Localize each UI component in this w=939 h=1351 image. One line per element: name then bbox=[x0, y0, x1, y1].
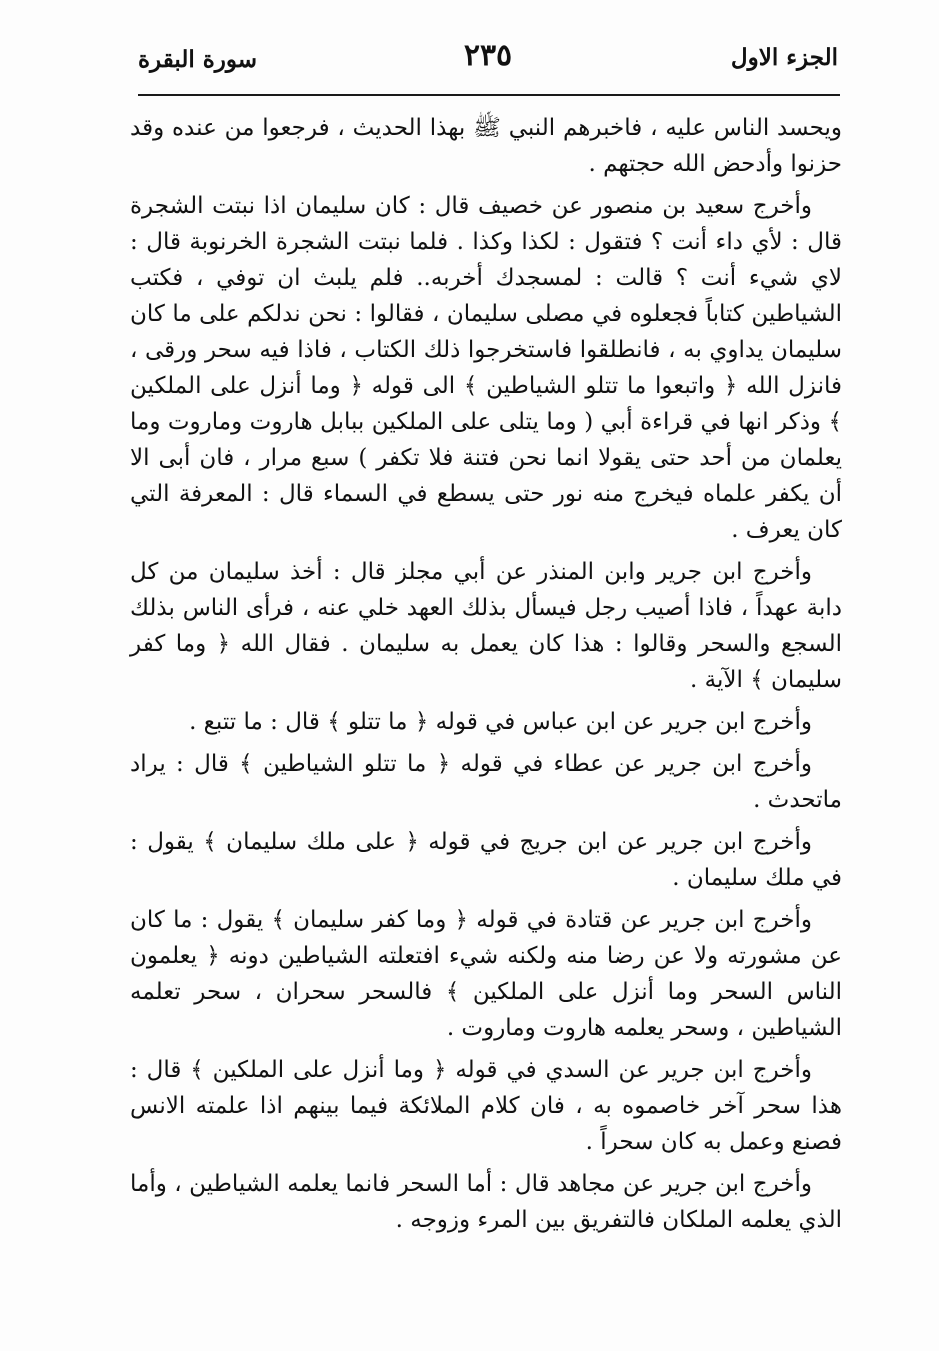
paragraph: وأخرج ابن جرير عن السدي في قوله ﴿ وما أنزل على الملكين ﴾ قال : هذا سحر آخر خاصموه به ، فان كلام الملائكة فيما بينهم اذا علمته الانس فصنع وعمل به كان سحراً . bbox=[130, 1057, 842, 1155]
running-title-volume: الجزء الاول bbox=[730, 44, 838, 71]
paragraph: وأخرج ابن جرير عن عطاء في قوله ﴿ ما تتلو الشياطين ﴾ قال : يراد ماتحدث . bbox=[130, 751, 842, 813]
paragraph: وأخرج ابن جرير عن مجاهد قال : أما السحر فانما يعلمه الشياطين ، وأما الذي يعلمه الملكان فالتفريق بين المرء وزوجه . bbox=[130, 1171, 842, 1233]
page-header bbox=[138, 38, 838, 90]
header-rule bbox=[138, 94, 840, 96]
running-title-surah: سورة البقرة bbox=[138, 46, 258, 73]
paragraph: وأخرج ابن جرير وابن المنذر عن أبي مجلز قال : أخذ سليمان من كل دابة عهداً ، فاذا أصيب رجل فيسأل بذلك العهد خلي عنه ، فرأى الناس بذلك السجع والسحر وقالوا : هذا كان يعمل به سليمان . فقال الله ﴿ وما كفر سليمان ﴾ الآية . bbox=[130, 559, 842, 693]
paragraph: وأخرج ابن جرير عن قتادة في قوله ﴿ وما كفر سليمان ﴾ يقول : ما كان عن مشورته ولا عن رضا منه ولكنه شيء افتعلته الشياطين دونه ﴿ يعلمون الناس السحر وما أنزل على الملكين ﴾ فالسحر سحران ، سحر تعلمه الشياطين ، وسحر يعلمه هاروت وماروت . bbox=[130, 907, 842, 1041]
paragraph: وأخرج سعيد بن منصور عن خصيف قال : كان سليمان اذا نبتت الشجرة قال : لأي داء أنت ؟ فتقول : لكذا وكذا . فلما نبتت الشجرة الخرنوبة قال : لاي شيء أنت ؟ قالت : لمسجدك أخربه.. فلم يلبث ان توفي ، فكتب الشياطين كتاباً فجعلوه في مصلى سليمان ، فقالوا : نحن ندلكم على ما كان سليمان يداوي به ، فانطلقوا فاستخرجوا ذلك الكتاب ، فاذا فيه سحر ورقى ، فانزل الله ﴿ واتبعوا ما تتلو الشياطين ﴾ الى قوله ﴿ وما أنزل على الملكين ﴾ وذكر انها في قراءة أبي ( وما يتلى على الملكين ببابل هاروت وماروت وما يعلمان من أحد حتى يقولا انما نحن فتنة فلا تكفر ) سبع مرار ، فان أبى الا أن يكفر علماه فيخرج منه نور حتى يسطع في السماء قال : المعرفة التي كان يعرف . bbox=[130, 193, 842, 543]
paragraph: وأخرج ابن جرير عن ابن عباس في قوله ﴿ ما تتلو ﴾ قال : ما تتبع . bbox=[189, 709, 812, 735]
paragraph: ويحسد الناس عليه ، فاخبرهم النبي ﷺ بهذا الحديث ، فرجعوا من عنده وقد حزنوا وأدحض الله حجتهم . bbox=[130, 115, 842, 177]
page-number: ٢٣٥ bbox=[463, 38, 513, 73]
paragraph: وأخرج ابن جرير عن ابن جريج في قوله ﴿ على ملك سليمان ﴾ يقول : في ملك سليمان . bbox=[130, 829, 842, 891]
page-body bbox=[130, 110, 842, 1244]
